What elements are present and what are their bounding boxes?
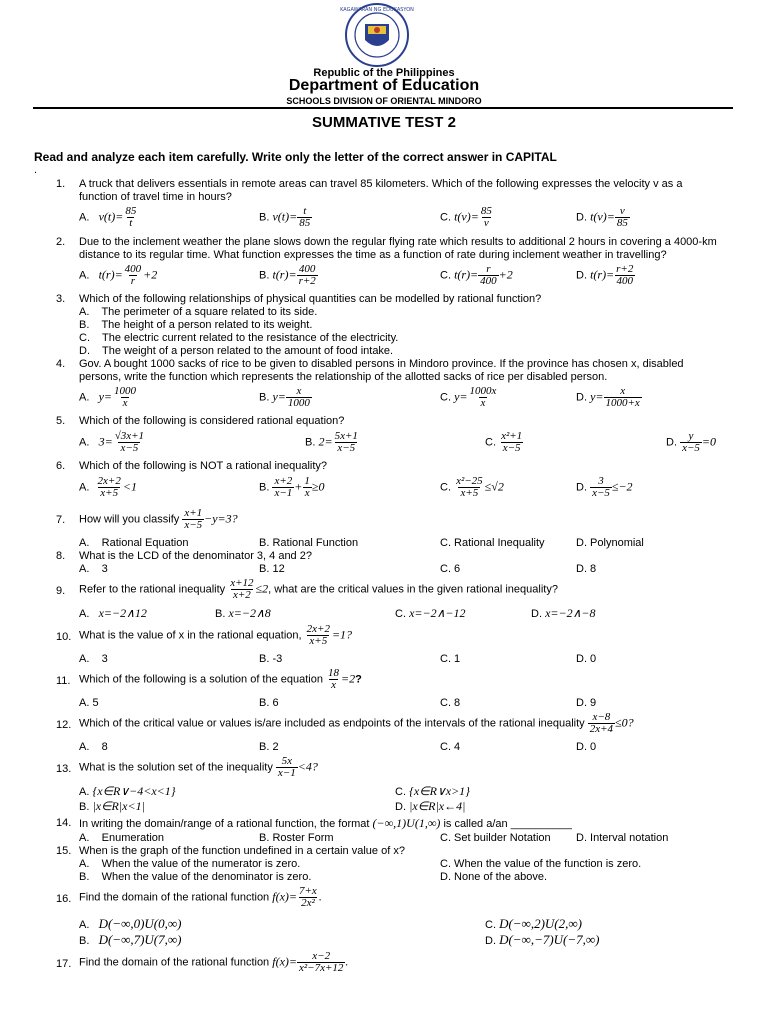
q4-text: Gov. A bought 1000 sacks of rice to be given to disabled persons in Mindoro province. If the province has chosen x, disabled [79,358,684,370]
q11-opt-b: B. 6 [259,697,279,709]
q11-text: Which of the following is a solution of the equation $\frac{18}{x}$ =2? [79,667,362,691]
q10-opt-b: B. -3 [259,653,283,665]
q2-opt-a: A. t(r)= $\frac{400}{r}$ +2 [79,263,158,287]
q12-text: Which of the critical value or values is/are included as endpoints of the intervals of the rational inequality $\frac{x-8}{2x+4}$ ≤0? [79,711,634,735]
deped-seal-logo [340,2,414,68]
q7-number: 7. [56,514,66,526]
q9-number: 9. [56,585,66,597]
republic-line: Republic of the Philippines [313,67,455,79]
q3-opt-c: C. The electric current related to the resistance of the electricity. [79,332,399,344]
q2-opt-b: B. t(r)= $\frac{400}{r+2}$ [259,263,316,287]
q14-opt-b: B. Roster Form [259,832,334,844]
q13-opt-a: A. {x∈R∨−4<x<1} [79,784,176,798]
q16-opt-c: C. D(−∞,2)U(2,∞) [485,916,582,931]
q3-opt-a: A. The perimeter of a square related to its side. [79,306,318,318]
q17-text: Find the domain of the rational function f(x)= $\frac{x-2}{\text{x²−7x+12}}$ . [79,950,349,974]
q2-text: Due to the inclement weather the plane slows down the regular flying rate which results to additional 2 hours in covering a 4000-km [79,236,717,248]
q9-opt-a: A. x=−2∧12 [79,606,147,620]
q11-opt-d: D. 9 [576,697,597,709]
q6-opt-b: B. $\frac{x+2}{x-1}$ + $\frac{1}{x}$ ≥0 [259,475,325,499]
q10-opt-a: A. 3 [79,653,108,665]
q4-number: 4. [56,358,66,370]
q5-number: 5. [56,415,66,427]
q3-opt-d: D. The weight of a person related to the amount of food intake. [79,345,394,357]
q12-opt-a: A. 8 [79,741,108,753]
q11-opt-c: C. 8 [440,697,461,709]
q3-text: Which of the following relationships of physical quantities can be modelled by rational function? [79,293,542,305]
q5-text: Which of the following is considered rational equation? [79,415,345,427]
q2-opt-d: D. t(r)= $\frac{r+2}{400}$ [576,263,634,287]
q2-opt-c: C. t(r)= $\frac{r}{400}$ +2 [440,263,513,287]
q16-opt-b: B. D(−∞,7)U(7,∞) [79,932,182,947]
q13-text: What is the solution set of the inequality $\frac{5x}{x-1}$ <4? [79,755,318,779]
q11-opt-a: A. 5 [79,697,99,709]
q8-number: 8. [56,550,66,562]
q7-opt-d: D. Polynomial [576,537,644,549]
q9-opt-b: B. x=−2∧8 [215,606,271,620]
q12-opt-b: B. 2 [259,741,279,753]
q15-opt-c: C. When the value of the function is zero. [440,858,642,870]
stray-dot: . [34,164,38,176]
q2-text-2: distance to its regular time. What function expresses the time as a function of rate during inclement weather in travelling? [79,249,667,261]
division-line: SCHOOLS DIVISION OF ORIENTAL MINDORO [286,96,482,106]
q15-opt-b: B. When the value of the denominator is zero. [79,871,312,883]
q13-number: 13. [56,763,72,775]
q16-text: Find the domain of the rational function f(x)= $\frac{7+x}{\text{2x²}}$ . [79,885,322,909]
q8-opt-c: C. 6 [440,563,461,575]
q1-text: A truck that delivers essentials in remote areas can travel 85 kilometers. Which of the following expresses the velocity v as a [79,178,683,190]
q14-opt-c: C. Set builder Notation [440,832,551,844]
q14-text: In writing the domain/range of a rational function, the format (−∞,1)U(1,∞) is called a/an __________ [79,816,572,830]
q15-number: 15. [56,845,72,857]
q6-opt-d: D. $\frac{3}{x-5}$ ≤−2 [576,475,633,499]
q4-opt-c: C. y= $\frac{1000x}{x}$ [440,385,497,409]
q16-opt-d: D. D(−∞,−7)U(−7,∞) [485,932,600,947]
instructions: Read and analyze each item carefully. Write only the letter of the correct answer in CAPITAL [34,150,557,164]
q13-opt-c: C. {x∈R∨x>1} [395,784,470,798]
q5-opt-b: B. 2= $\frac{5x+1}{x-5}$ [305,430,358,454]
svg-text:KAGAWARAN NG EDUKASYON: KAGAWARAN NG EDUKASYON [340,7,414,13]
q1-number: 1. [56,178,66,190]
q15-opt-a: A. When the value of the numerator is zero. [79,858,301,870]
q6-opt-a: A. $\frac{2x+2}{x+5}$ <1 [79,475,137,499]
department-title: Department of Education [288,77,480,94]
header-rule [33,107,733,109]
q9-opt-d: D. x=−2∧−8 [531,606,596,620]
q16-opt-a: A. D(−∞,0)U(0,∞) [79,916,182,931]
q15-opt-d: D. None of the above. [440,871,548,883]
q10-opt-c: C. 1 [440,653,461,665]
q12-number: 12. [56,719,72,731]
q4-opt-d: D. y= $\frac{x}{1000+x}$ [576,385,640,409]
q14-opt-a: A. Enumeration [79,832,165,844]
q17-number: 17. [56,958,72,970]
q1-opt-b: B. v(t)= $\frac{t}{85}$ [259,205,311,229]
q2-number: 2. [56,236,66,248]
q3-number: 3. [56,293,66,305]
q4-opt-a: A. y= $\frac{1000}{x}$ [79,385,137,409]
q8-opt-a: A. 3 [79,563,108,575]
q1-text-2: function of travel time in hours? [79,191,232,203]
q13-opt-b: B. |x∈R|x<1| [79,799,145,813]
q7-opt-a: A. Rational Equation [79,537,189,549]
q10-text: What is the value of x in the rational equation, $\frac{2x+2}{x+5}$ =1? [79,623,353,647]
q1-opt-c: C. t(v)= $\frac{85}{v}$ [440,205,492,229]
q9-opt-c: C. x=−2∧−12 [395,606,466,620]
q16-number: 16. [56,893,72,905]
q8-opt-d: D. 8 [576,563,597,575]
q13-opt-d: D. |x∈R|x←4| [395,799,466,813]
q8-opt-b: B. 12 [259,563,285,575]
q4-text-2: persons, write the function which represents the relationship of the allotted sacks of rice per disabled person. [79,371,608,383]
q14-number: 14. [56,817,72,829]
q4-opt-b: B. y= $\frac{x}{1000}$ [259,385,310,409]
q8-text: What is the LCD of the denominator 3, 4 and 2? [79,550,312,562]
q14-opt-d: D. Interval notation [576,832,669,844]
q5-opt-a: A. 3= $\frac{√3x+1}{x-5}$ [79,430,145,454]
q7-opt-b: B. Rational Function [259,537,359,549]
q1-opt-d: D. t(v)= $\frac{v}{85}$ [576,205,628,229]
q12-opt-d: D. 0 [576,741,597,753]
q6-opt-c: C. $\frac{\text{x²−25}}{x+5}$ ≤√2 [440,475,504,499]
q6-text: Which of the following is NOT a rational inequality? [79,460,328,472]
q10-opt-d: D. 0 [576,653,597,665]
q7-opt-c: C. Rational Inequality [440,537,545,549]
q11-number: 11. [56,675,71,687]
q7-text: How will you classify $\frac{x+1}{x-5}$ −y=3? [79,507,238,531]
q12-opt-c: C. 4 [440,741,461,753]
q5-opt-d: D. $\frac{y}{x-5}$ =0 [666,430,716,454]
q10-number: 10. [56,631,72,643]
q9-text: Refer to the rational inequality $\frac{x+12}{x+2}$ ≤2, what are the critical values in the given rational inequality? [79,577,558,601]
q1-opt-a: A. v(t)= $\frac{85}{t}$ [79,205,137,229]
q6-number: 6. [56,460,66,472]
q3-opt-b: B. The height of a person related to its weight. [79,319,313,331]
q15-text: When is the graph of the function undefined in a certain value of x? [79,845,405,857]
q5-opt-c: C. $\frac{\text{x²+1}}{x-5}$ [485,430,523,454]
test-title: SUMMATIVE TEST 2 [312,114,456,131]
